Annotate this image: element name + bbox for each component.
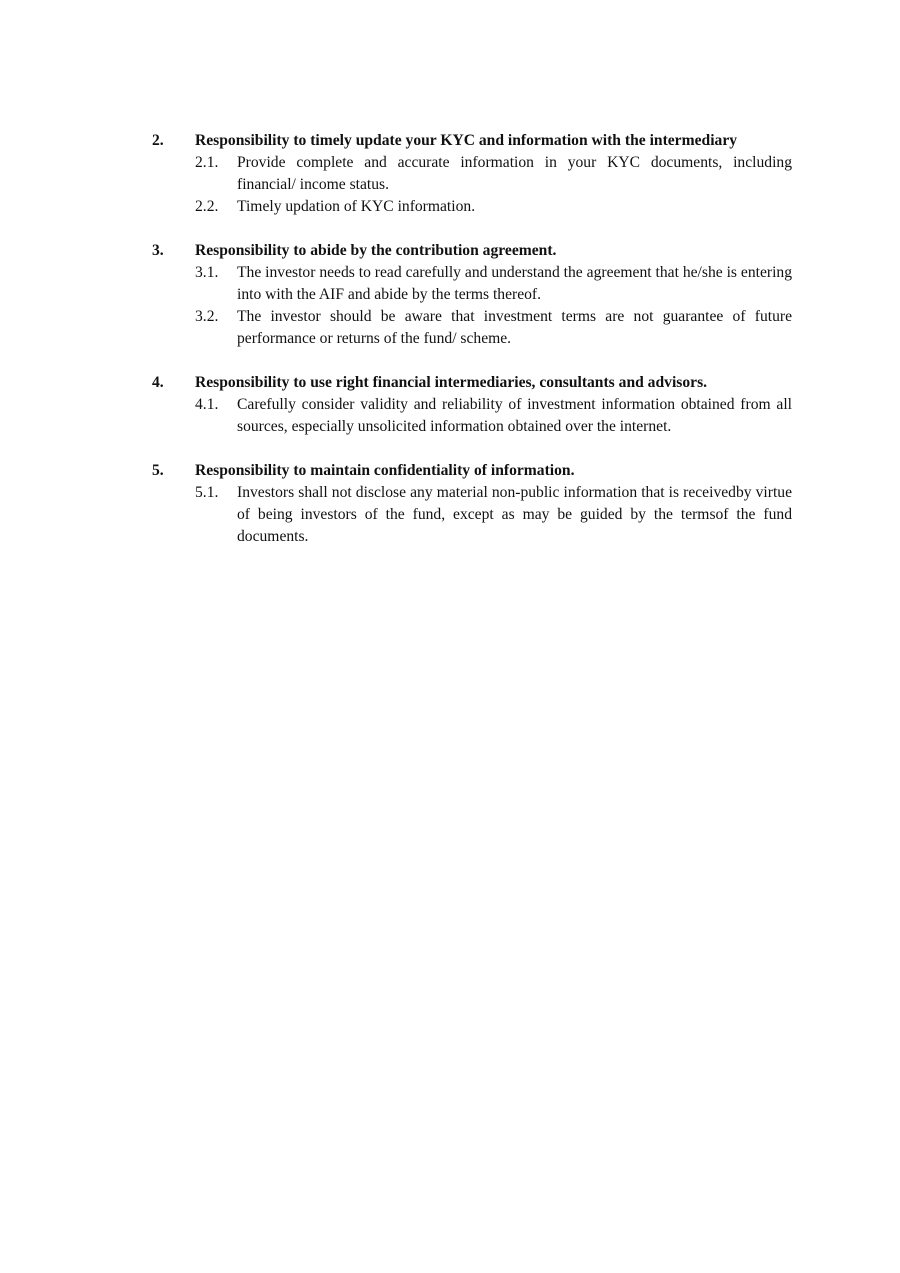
section-number: 2. bbox=[152, 132, 164, 149]
section-3 bbox=[152, 240, 792, 350]
list-item bbox=[195, 262, 792, 306]
item-text: Timely updation of KYC information. bbox=[237, 198, 476, 215]
item-number: 3.2. bbox=[195, 308, 219, 325]
item-text: The investor needs to read carefully and understand the agreement that he/she is entering into with the AIF and abide by the terms thereof. bbox=[237, 264, 792, 303]
section-heading bbox=[152, 372, 792, 394]
section-title: Responsibility to maintain confidentiality of information. bbox=[195, 462, 575, 479]
list-item bbox=[195, 482, 792, 548]
section-2 bbox=[152, 130, 792, 218]
list-item bbox=[195, 196, 792, 218]
section-title: Responsibility to use right financial intermediaries, consultants and advisors. bbox=[195, 374, 708, 391]
section-number: 5. bbox=[152, 462, 164, 479]
section-title: Responsibility to timely update your KYC and information with the intermediary bbox=[195, 132, 738, 149]
item-number: 4.1. bbox=[195, 396, 219, 413]
item-number: 2.1. bbox=[195, 154, 219, 171]
item-number: 3.1. bbox=[195, 264, 219, 281]
section-5 bbox=[152, 460, 792, 548]
section-number: 3. bbox=[152, 242, 164, 259]
item-number: 2.2. bbox=[195, 198, 219, 215]
section-4 bbox=[152, 372, 792, 438]
item-text: Provide complete and accurate information in your KYC documents, including financial/ income status. bbox=[237, 154, 792, 193]
section-number: 4. bbox=[152, 374, 164, 391]
list-item bbox=[195, 306, 792, 350]
section-heading bbox=[152, 460, 792, 482]
item-text: The investor should be aware that investment terms are not guarantee of future performance or returns of the fund/ scheme. bbox=[237, 308, 792, 347]
section-heading bbox=[152, 240, 792, 262]
list-item bbox=[195, 152, 792, 196]
item-text: Carefully consider validity and reliability of investment information obtained from all sources, especially unsolicited information obtained over the internet. bbox=[237, 396, 792, 435]
item-text: Investors shall not disclose any material non-public information that is receivedby virtue of being investors of the fund, except as may be guided by the termsof the fund documents. bbox=[237, 484, 792, 545]
item-number: 5.1. bbox=[195, 484, 219, 501]
section-title: Responsibility to abide by the contribution agreement. bbox=[195, 242, 557, 259]
list-item bbox=[195, 394, 792, 438]
section-heading bbox=[152, 130, 792, 152]
